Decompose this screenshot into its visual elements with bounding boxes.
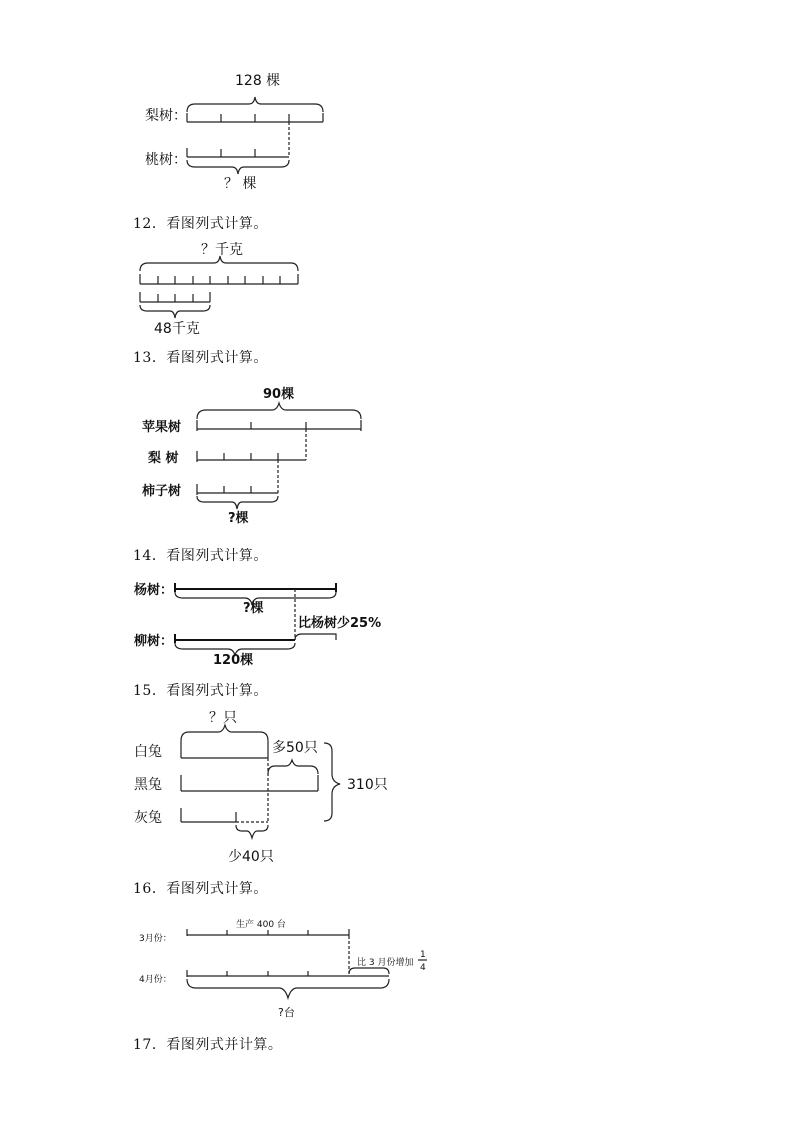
q12-diagram: [140, 241, 298, 337]
q14-compare-brace: [295, 634, 336, 640]
q11-unknown-label: ？ 棵: [224, 176, 257, 192]
q11-total-label: 128 棵: [235, 73, 281, 89]
q14-unknown-label: ?棵: [243, 601, 264, 616]
q16-increase-label: 比 3 月份增加: [357, 958, 414, 968]
q12-bottom-brace: [140, 305, 210, 318]
q11-row1-label: 梨树：: [145, 108, 187, 124]
q12-top-brace: [140, 256, 298, 271]
q16-unknown-label: ?台: [278, 1006, 295, 1019]
q15-less-label: 少40只: [228, 849, 274, 865]
q15-row2-label: 黑兔: [134, 777, 162, 793]
q16-row1-label: 3月份：: [139, 934, 172, 944]
q14-known-label: 120棵: [213, 653, 254, 668]
q15-unknown-label: ？只: [209, 710, 237, 726]
q13-row2-label: 梨 树: [148, 451, 179, 466]
q15-less-brace: [236, 825, 268, 838]
q16-row2-label: 4月份：: [139, 975, 172, 985]
q13-diagram: [142, 386, 361, 526]
q11-diagram: [145, 72, 323, 192]
q11-top-brace: [187, 97, 323, 112]
q12-total-label: ？千克: [201, 242, 243, 258]
q15-total-brace: [324, 743, 340, 821]
q13-top-brace: [197, 403, 361, 419]
q16-increase-brace: [349, 968, 389, 974]
q15-total-label: 310只: [347, 777, 388, 793]
q16-bottom-brace: [187, 979, 389, 998]
q15-title: 15．看图列式计算。: [133, 683, 268, 699]
q11-bottom-brace: [187, 160, 289, 174]
q14-compare-label: 比杨树少25%: [298, 616, 382, 631]
q13-title: 13．看图列式计算。: [133, 350, 268, 366]
q14-title: 14．看图列式计算。: [133, 548, 268, 564]
q16-diagram: [139, 918, 427, 1019]
q11-row2-label: 桃树：: [145, 152, 187, 168]
q14-diagram: [134, 582, 381, 668]
q14-row2-label: 柳树：: [134, 634, 174, 649]
q16-produce-label: 生产 400 台: [236, 920, 286, 930]
q17-title: 17．看图列式并计算。: [133, 1037, 283, 1053]
q13-row1-label: 苹果树: [142, 420, 182, 435]
q14-row1-label: 杨树：: [134, 583, 174, 598]
q13-unknown-label: ?棵: [228, 511, 249, 526]
q12-part-label: 48千克: [154, 321, 200, 337]
q15-more-label: 多50只: [272, 740, 318, 756]
q13-bottom-brace: [197, 496, 278, 509]
q16-title: 16．看图列式计算。: [133, 881, 268, 897]
q15-row1-label: 白兔: [134, 744, 162, 760]
q16-frac-den: 4: [420, 963, 426, 973]
q12-title: 12．看图列式计算。: [133, 216, 268, 232]
q15-row3-label: 灰兔: [134, 810, 162, 826]
q16-frac-num: 1: [420, 950, 426, 960]
q15-diagram: [134, 710, 388, 865]
q15-top-brace: [181, 725, 268, 741]
q13-total-label: 90棵: [263, 387, 295, 402]
q15-more-brace: [268, 760, 318, 774]
q13-row3-label: 柿子树: [142, 484, 182, 499]
